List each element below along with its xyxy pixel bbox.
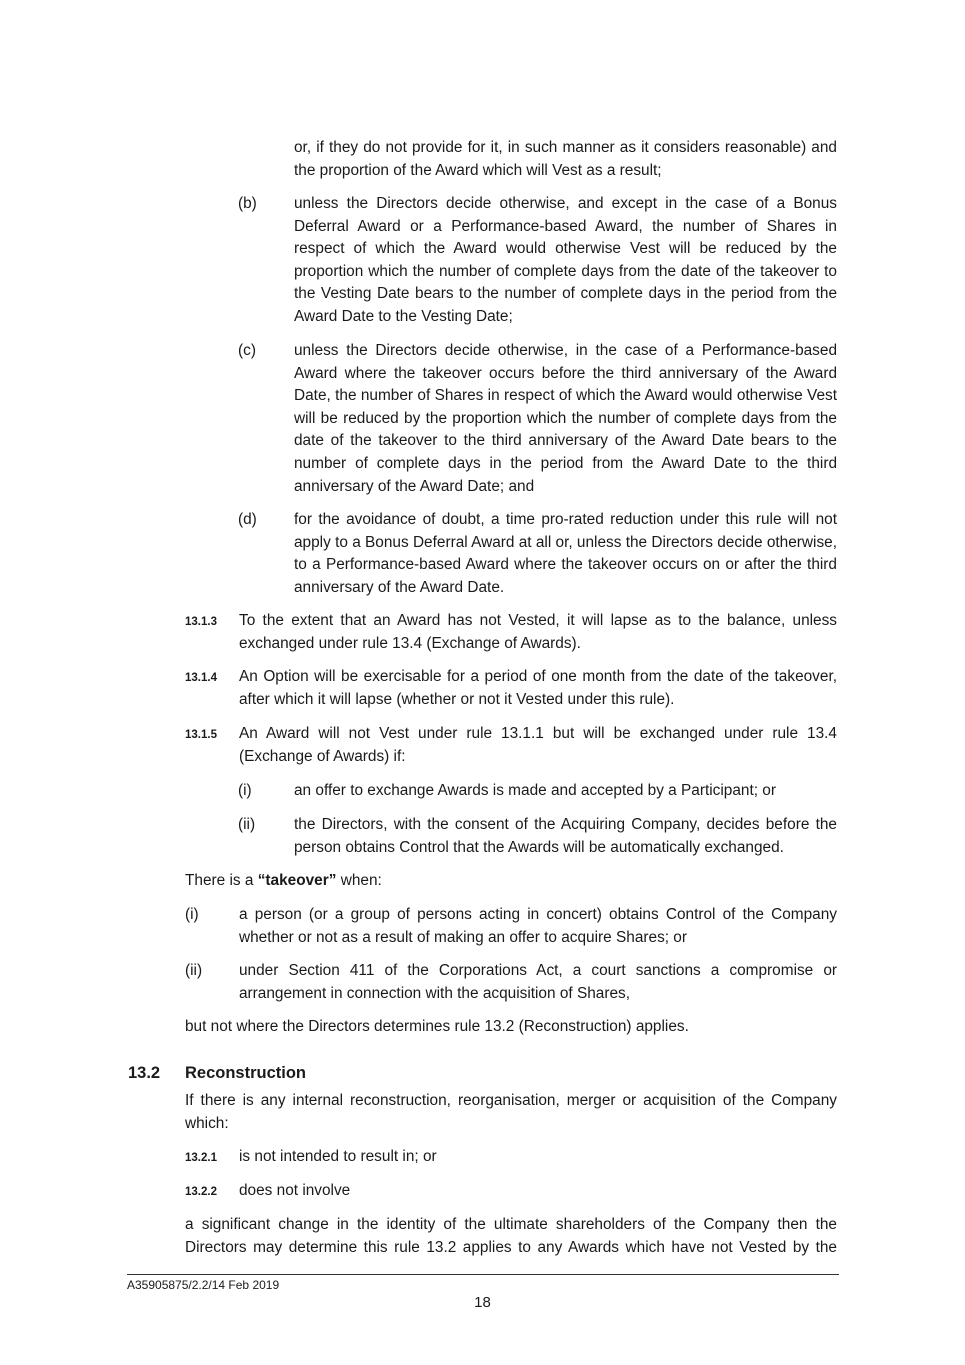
inner-item-label-i: (i) xyxy=(238,782,252,799)
sub-clause-number: 13.2.2 xyxy=(185,1186,217,1198)
clause-number: 13.1.5 xyxy=(185,729,217,741)
outer-item-label-i: (i) xyxy=(185,906,199,923)
item-text-d: for the avoidance of doubt, a time pro-rated reduction under this rule will not apply to a Bonus Deferral Award at all or, unless the Directors decide otherwise, to a Performance-based Award where the takeover occurs on or after the third anniversary of the Award Date. xyxy=(294,511,837,596)
sub-clause-text: does not involve xyxy=(239,1182,351,1199)
takeover-definition xyxy=(185,870,837,893)
footer-divider xyxy=(127,1274,839,1275)
takeover-suffix: when: xyxy=(336,872,382,889)
page-number: 18 xyxy=(474,1294,491,1311)
takeover-term: “takeover” xyxy=(257,872,337,889)
inner-item-label-ii: (ii) xyxy=(238,816,256,833)
outer-item-text-i: a person (or a group of persons acting in concert) obtains Control of the Company whether or not as a result of making an offer to acquire Shares; or xyxy=(239,906,837,946)
sub-clause-number: 13.2.1 xyxy=(185,1152,217,1164)
inner-item-text-i: an offer to exchange Awards is made and accepted by a Participant; or xyxy=(294,782,776,799)
item-text-c: unless the Directors decide otherwise, in the case of a Performance-based Award where the takeover occurs before the third anniversary of the Award Date, the number of Shares in respect of which the Award would otherwise Vest will be reduced by the proportion which the number of complete days from the date of the takeover to the third anniversary of the Award Date bears to the number of complete days in the period from the Award Date to the third anniversary of the Award Date; and xyxy=(294,342,837,495)
outer-item-label-ii: (ii) xyxy=(185,962,203,979)
clause-text: To the extent that an Award has not Vested, it will lapse as to the balance, unless exchanged under rule 13.4 (Exchange of Awards). xyxy=(239,612,837,652)
takeover-tail: but not where the Directors determines rule 13.2 (Reconstruction) applies. xyxy=(185,1018,689,1035)
reconstruction-intro: If there is any internal reconstruction, reorganisation, merger or acquisition of the Company which: xyxy=(185,1092,837,1132)
takeover-prefix: There is a xyxy=(185,872,258,889)
outer-item-text-ii: under Section 411 of the Corporations Act, a court sanctions a compromise or arrangement in connection with the acquisition of Shares, xyxy=(239,962,837,1002)
clause-text: An Award will not Vest under rule 13.1.1 but will be exchanged under rule 13.4 (Exchange of Awards) if: xyxy=(239,725,837,765)
section-number: 13.2 xyxy=(128,1064,161,1082)
item-label-c: (c) xyxy=(238,342,256,359)
item-label-d: (d) xyxy=(238,511,257,528)
document-reference: A35905875/2.2/14 Feb 2019 xyxy=(127,1278,280,1292)
clause-number: 13.1.3 xyxy=(185,616,217,628)
clause-number: 13.1.4 xyxy=(185,672,217,684)
continuation-paragraph: or, if they do not provide for it, in such manner as it considers reasonable) and the proportion of the Award which will Vest as a result; xyxy=(294,139,837,179)
item-label-b: (b) xyxy=(238,195,257,212)
clause-text: An Option will be exercisable for a period of one month from the date of the takeover, after which it will lapse (whether or not it Vested under this rule). xyxy=(239,668,837,708)
inner-item-text-ii: the Directors, with the consent of the Acquiring Company, decides before the person obtains Control that the Awards will be automatically exchanged. xyxy=(294,816,837,856)
section-title: Reconstruction xyxy=(185,1064,307,1082)
item-text-b: unless the Directors decide otherwise, and except in the case of a Bonus Deferral Award or a Performance-based Award, the number of Shares in respect of which the Award would otherwise Vest will be reduced by the proportion which the number of complete days from the date of the takeover to the Vesting Date bears to the number of complete days in the period from the Award Date to the Vesting Date; xyxy=(294,195,837,325)
reconstruction-tail: a significant change in the identity of the ultimate shareholders of the Company then the Directors may determine this rule 13.2 applies to any Awards which have not Vested by the xyxy=(185,1216,837,1256)
sub-clause-text: is not intended to result in; or xyxy=(239,1148,437,1165)
